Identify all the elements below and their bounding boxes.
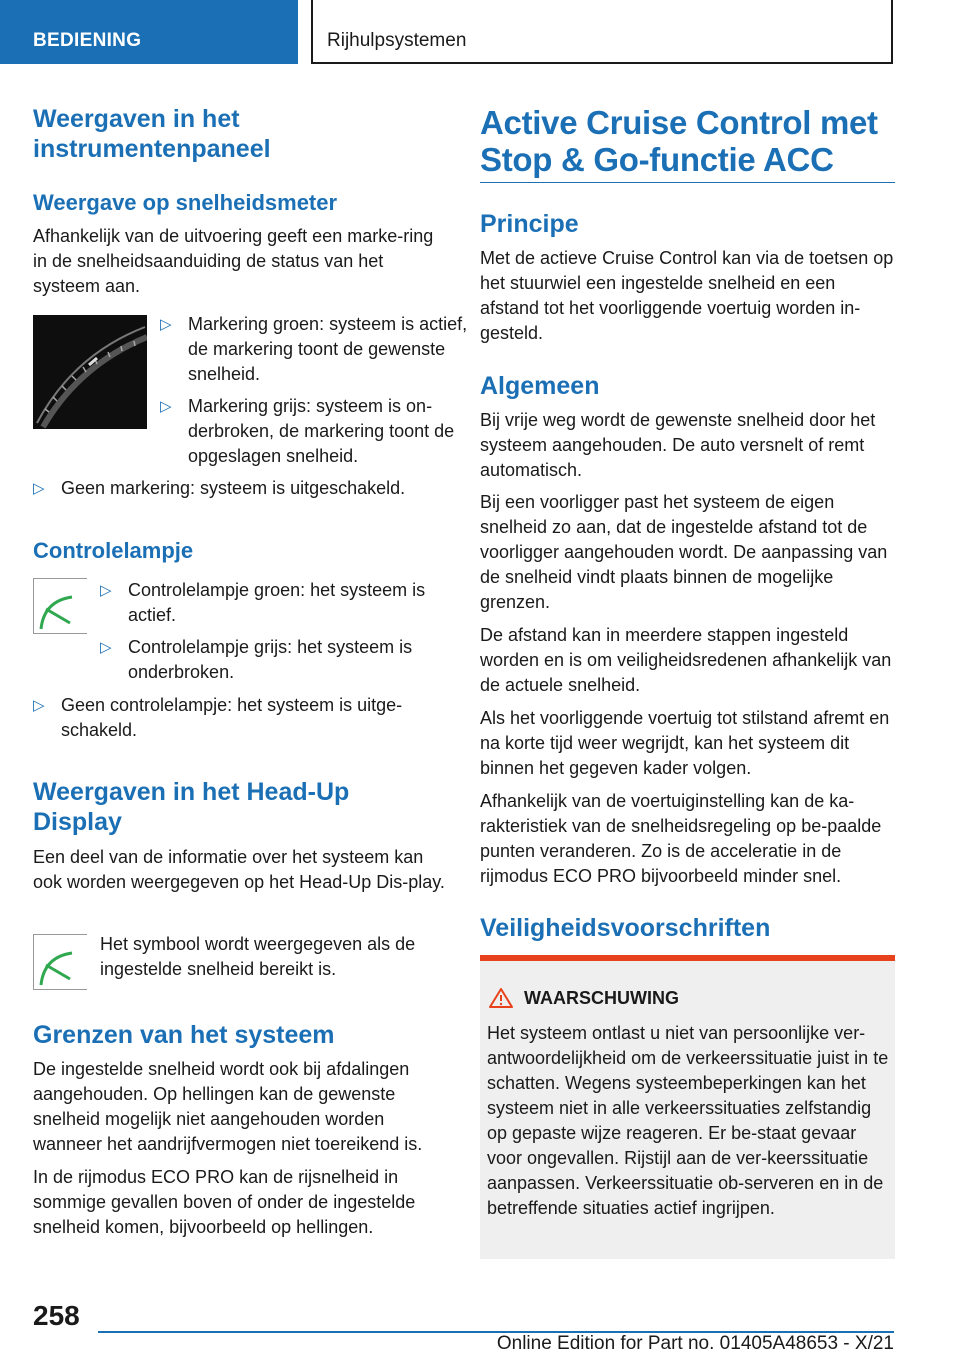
speedometer-image [33, 315, 147, 429]
heading-snelheidsmeter: Weergave op snelheidsmeter [33, 190, 338, 215]
acc-hud-icon [33, 934, 87, 990]
heading-divider [480, 182, 895, 183]
heading-weergaven: Weergaven in het instrumentenpaneel [33, 105, 271, 163]
section-title: BEDIENING [33, 30, 142, 51]
heading-veiligheid: Veiligheidsvoorschriften [480, 914, 771, 942]
paragraph-grenzen-2: In de rijmodus ECO PRO kan de rijsnelheid in sommige gevallen boven of onder de ingestelde snelheid komen, bijvoorbeeld op hellingen. [33, 1167, 416, 1237]
chapter-title: Rijhulpsystemen [327, 30, 467, 51]
page-number: 258 [33, 1300, 80, 1331]
warning-triangle-icon [488, 987, 514, 1014]
bullet-controle-grijs: ▷ Controlelampje grijs: het systeem is onderbroken. [100, 637, 413, 682]
heading-head-up-display: Weergaven in het Head-Up Display [33, 778, 350, 836]
triangle-right-icon: ▷ [160, 316, 172, 333]
paragraph-algemeen-5: Afhankelijk van de voertuiginstelling kan de ka-rakteristiek van de snelheidsregeling op be-paalde punten veranderen. Zo is de acceleratie in de rijmodus ECO PRO bijvoorbeeld minder snel. [480, 791, 882, 886]
bullet-markering-groen: ▷ Markering groen: systeem is actief, de markering toont de gewenste snelheid. [160, 314, 468, 384]
bullet-geen-controlelampje: ▷ Geen controlelampje: het systeem is uitge-schakeld. [33, 695, 403, 740]
paragraph-principe: Met de actieve Cruise Control kan via de toetsen op het stuurwiel een ingestelde snelheid en een afstand tot het voorliggende voertuig worden in-gesteld. [480, 248, 894, 343]
bullet-markering-grijs: ▷ Markering grijs: systeem is on-derbroken, de markering toont de opgeslagen snelheid. [160, 396, 455, 466]
heading-principe: Principe [480, 210, 579, 238]
triangle-right-icon: ▷ [33, 480, 45, 497]
acc-indicator-icon [33, 578, 87, 634]
paragraph-algemeen-1: Bij vrije weg wordt de gewenste snelheid door het systeem aangehouden. De auto versnelt of remt automatisch. [480, 410, 876, 480]
paragraph-algemeen-3: De afstand kan in meerdere stappen ingesteld worden en is om veiligheidsredenen afhankelijk van de actuele snelheid. [480, 625, 892, 695]
paragraph-algemeen-2: Bij een voorligger past het systeem de eigen snelheid zo aan, dat de ingestelde afstand tot de voorligger aangehouden wordt. De aanpassing van de snelheid vindt plaats binnen de mogelijke grenzen. [480, 492, 888, 612]
triangle-right-icon: ▷ [160, 398, 172, 415]
heading-algemeen: Algemeen [480, 372, 600, 400]
triangle-right-icon: ▷ [100, 582, 112, 599]
bullet-geen-markering: ▷ Geen markering: systeem is uitgeschakeld. [33, 476, 473, 501]
paragraph-snelheidsmeter: Afhankelijk van de uitvoering geeft een marke-ring in de snelheidsaanduiding de status van het systeem aan. [33, 226, 434, 296]
triangle-right-icon: ▷ [33, 697, 45, 714]
bullet-controle-groen: ▷ Controlelampje groen: het systeem is actief. [100, 580, 426, 625]
chapter-header [311, 0, 893, 64]
paragraph-grenzen-1: De ingestelde snelheid wordt ook bij afdalingen aangehouden. Op hellingen kan de gewenste snelheid mogelijk niet aangehouden worden wanneer het aandrijfvermogen niet toereikend is. [33, 1059, 423, 1154]
warning-text: Het systeem ontlast u niet van persoonlijke ver-antwoordelijkheid om de verkeerssituatie juist in te schatten. Wegens systeembeperkingen kan het systeem niet in alle verkeerssituaties zelfstandig op gepaste wijze reageren. Er be-staat gevaar voor ongevallen. Rijstijl aan de ver-keerssituatie aanpassen. Verkeerssituatie ob-serveren en in de betreffende situaties actief ingrijpen. [487, 1023, 889, 1218]
heading-grenzen: Grenzen van het systeem [33, 1021, 335, 1049]
heading-acc: Active Cruise Control met Stop & Go-functie ACC [480, 104, 878, 178]
triangle-right-icon: ▷ [100, 639, 112, 656]
footer-edition: Online Edition for Part no. 01405A48653 - X/21 [496, 1333, 894, 1354]
warning-box [480, 955, 895, 1259]
paragraph-hud: Een deel van de informatie over het systeem kan ook worden weergegeven op het Head-Up Dis-play. [33, 847, 445, 892]
paragraph-symbool: Het symbool wordt weergegeven als de ingestelde snelheid bereikt is. [100, 934, 416, 979]
heading-controlelampje: Controlelampje [33, 538, 194, 563]
warning-title: WAARSCHUWING [524, 988, 679, 1008]
paragraph-algemeen-4: Als het voorliggende voertuig tot stilstand afremt en na korte tijd weer wegrijdt, kan het systeem dit binnen het gegeven kader volgen. [480, 708, 890, 778]
section-tab [0, 0, 298, 64]
